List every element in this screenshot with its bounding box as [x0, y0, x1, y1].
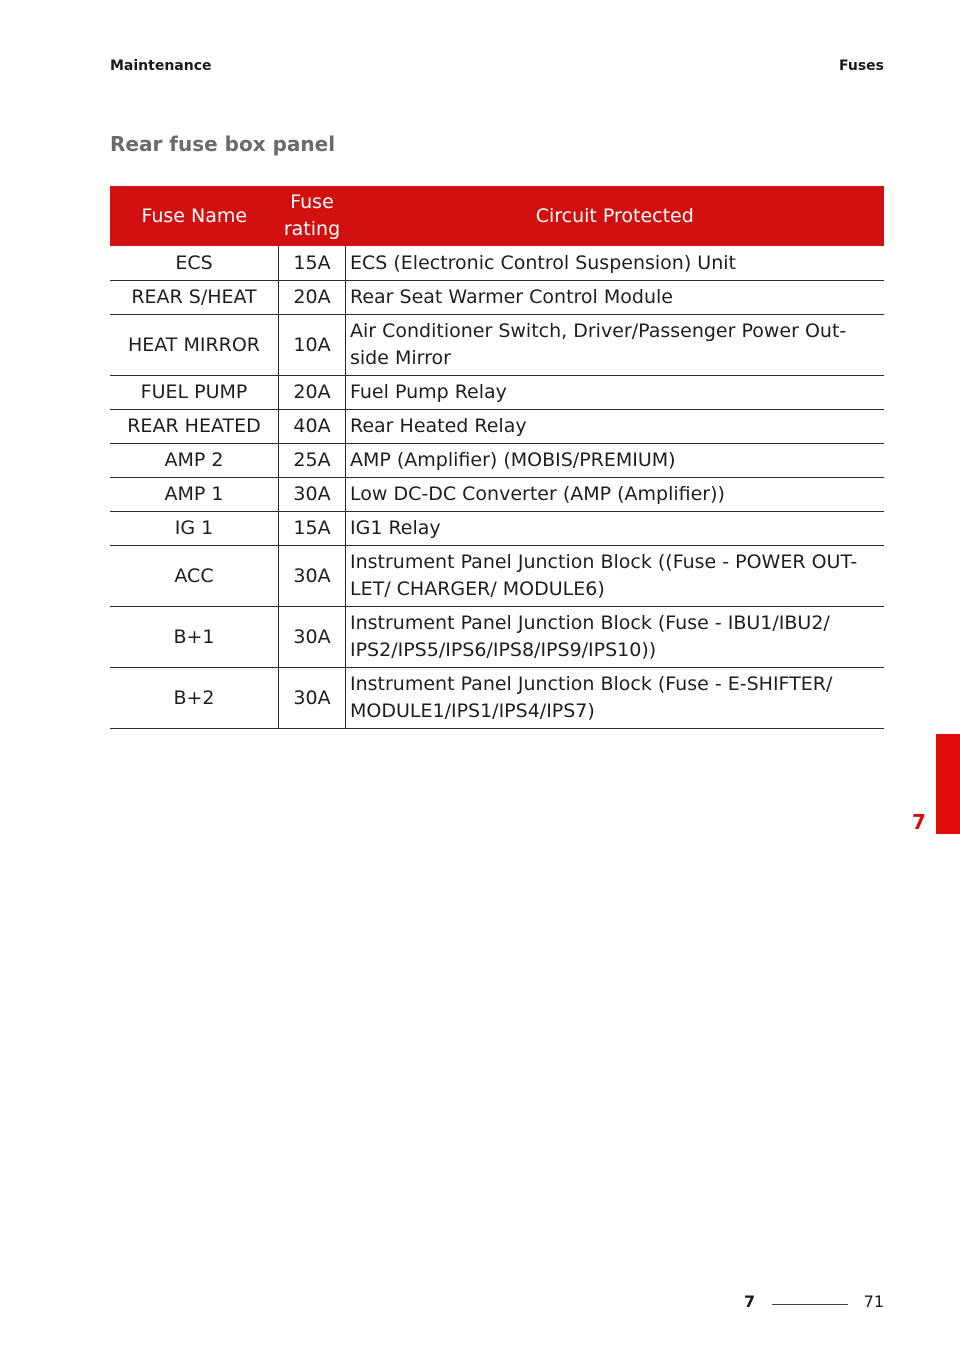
- section-title: Rear fuse box panel: [110, 132, 336, 156]
- fuse-rating-cell: 15A: [279, 512, 346, 546]
- table-row: [110, 410, 884, 444]
- table-row: [110, 315, 884, 376]
- header-rating-line2: rating: [283, 218, 341, 240]
- circuit-line: Instrument Panel Junction Block (Fuse - E-SHIFTER/: [350, 673, 833, 695]
- fuse-rating-cell: 30A: [279, 478, 346, 512]
- page-header: [110, 58, 884, 80]
- footer-chapter-number: 7: [744, 1292, 756, 1311]
- circuit-cell: [346, 546, 885, 607]
- table-row: [110, 246, 884, 281]
- page-footer: [700, 1292, 884, 1316]
- circuit-line: Instrument Panel Junction Block (Fuse - IBU1/IBU2/: [350, 612, 830, 634]
- circuit-cell: [346, 607, 885, 668]
- table-row: [110, 668, 884, 729]
- table-header-row: [110, 186, 884, 246]
- table-row: [110, 546, 884, 607]
- circuit-line: side Mirror: [350, 347, 451, 369]
- table-row: [110, 281, 884, 315]
- table-row: [110, 444, 884, 478]
- fuse-name-cell: ECS: [110, 246, 279, 281]
- circuit-cell: Rear Heated Relay: [346, 410, 885, 444]
- fuse-rating-cell: 10A: [279, 315, 346, 376]
- fuse-rating-cell: 30A: [279, 546, 346, 607]
- fuse-name-cell: REAR S/HEAT: [110, 281, 279, 315]
- fuse-name-cell: HEAT MIRROR: [110, 315, 279, 376]
- circuit-cell: AMP (Amplifier) (MOBIS/PREMIUM): [346, 444, 885, 478]
- fuse-name-cell: AMP 2: [110, 444, 279, 478]
- fuse-name-cell: REAR HEATED: [110, 410, 279, 444]
- footer-divider: [772, 1304, 848, 1305]
- fuse-rating-cell: 15A: [279, 246, 346, 281]
- fuse-rating-cell: 20A: [279, 376, 346, 410]
- circuit-cell: Low DC-DC Converter (AMP (Amplifier)): [346, 478, 885, 512]
- table-row: [110, 512, 884, 546]
- circuit-cell: Rear Seat Warmer Control Module: [346, 281, 885, 315]
- chapter-tab-number: 7: [912, 810, 926, 834]
- circuit-line: IPS2/IPS5/IPS6/IPS8/IPS9/IPS10)): [350, 639, 657, 661]
- fuse-name-cell: B+2: [110, 668, 279, 729]
- header-rating-line1: Fuse: [290, 191, 334, 213]
- header-fuse-name: Fuse Name: [110, 186, 279, 246]
- circuit-cell: Fuel Pump Relay: [346, 376, 885, 410]
- circuit-line: MODULE1/IPS1/IPS4/IPS7): [350, 700, 595, 722]
- circuit-line: Air Conditioner Switch, Driver/Passenger Power Out-: [350, 320, 847, 342]
- fuse-name-cell: ACC: [110, 546, 279, 607]
- fuse-name-cell: B+1: [110, 607, 279, 668]
- footer-page-number: 71: [863, 1292, 884, 1311]
- fuse-rating-cell: 30A: [279, 607, 346, 668]
- table-row: [110, 478, 884, 512]
- table-row: [110, 607, 884, 668]
- circuit-line: LET/ CHARGER/ MODULE6): [350, 578, 605, 600]
- header-topic: Fuses: [839, 58, 884, 74]
- circuit-cell: [346, 668, 885, 729]
- header-circuit-protected: Circuit Protected: [346, 186, 885, 246]
- fuse-rating-cell: 30A: [279, 668, 346, 729]
- fuse-name-cell: FUEL PUMP: [110, 376, 279, 410]
- fuse-rating-cell: 25A: [279, 444, 346, 478]
- fuse-rating-cell: 40A: [279, 410, 346, 444]
- fuse-rating-cell: 20A: [279, 281, 346, 315]
- circuit-cell: ECS (Electronic Control Suspension) Unit: [346, 246, 885, 281]
- table-row: [110, 376, 884, 410]
- chapter-tab-marker: [936, 734, 960, 834]
- circuit-line: Instrument Panel Junction Block ((Fuse - POWER OUT-: [350, 551, 858, 573]
- header-section: Maintenance: [110, 58, 212, 74]
- fuse-table: [110, 186, 884, 729]
- circuit-cell: [346, 315, 885, 376]
- fuse-name-cell: AMP 1: [110, 478, 279, 512]
- header-fuse-rating: [279, 186, 346, 246]
- circuit-cell: IG1 Relay: [346, 512, 885, 546]
- fuse-name-cell: IG 1: [110, 512, 279, 546]
